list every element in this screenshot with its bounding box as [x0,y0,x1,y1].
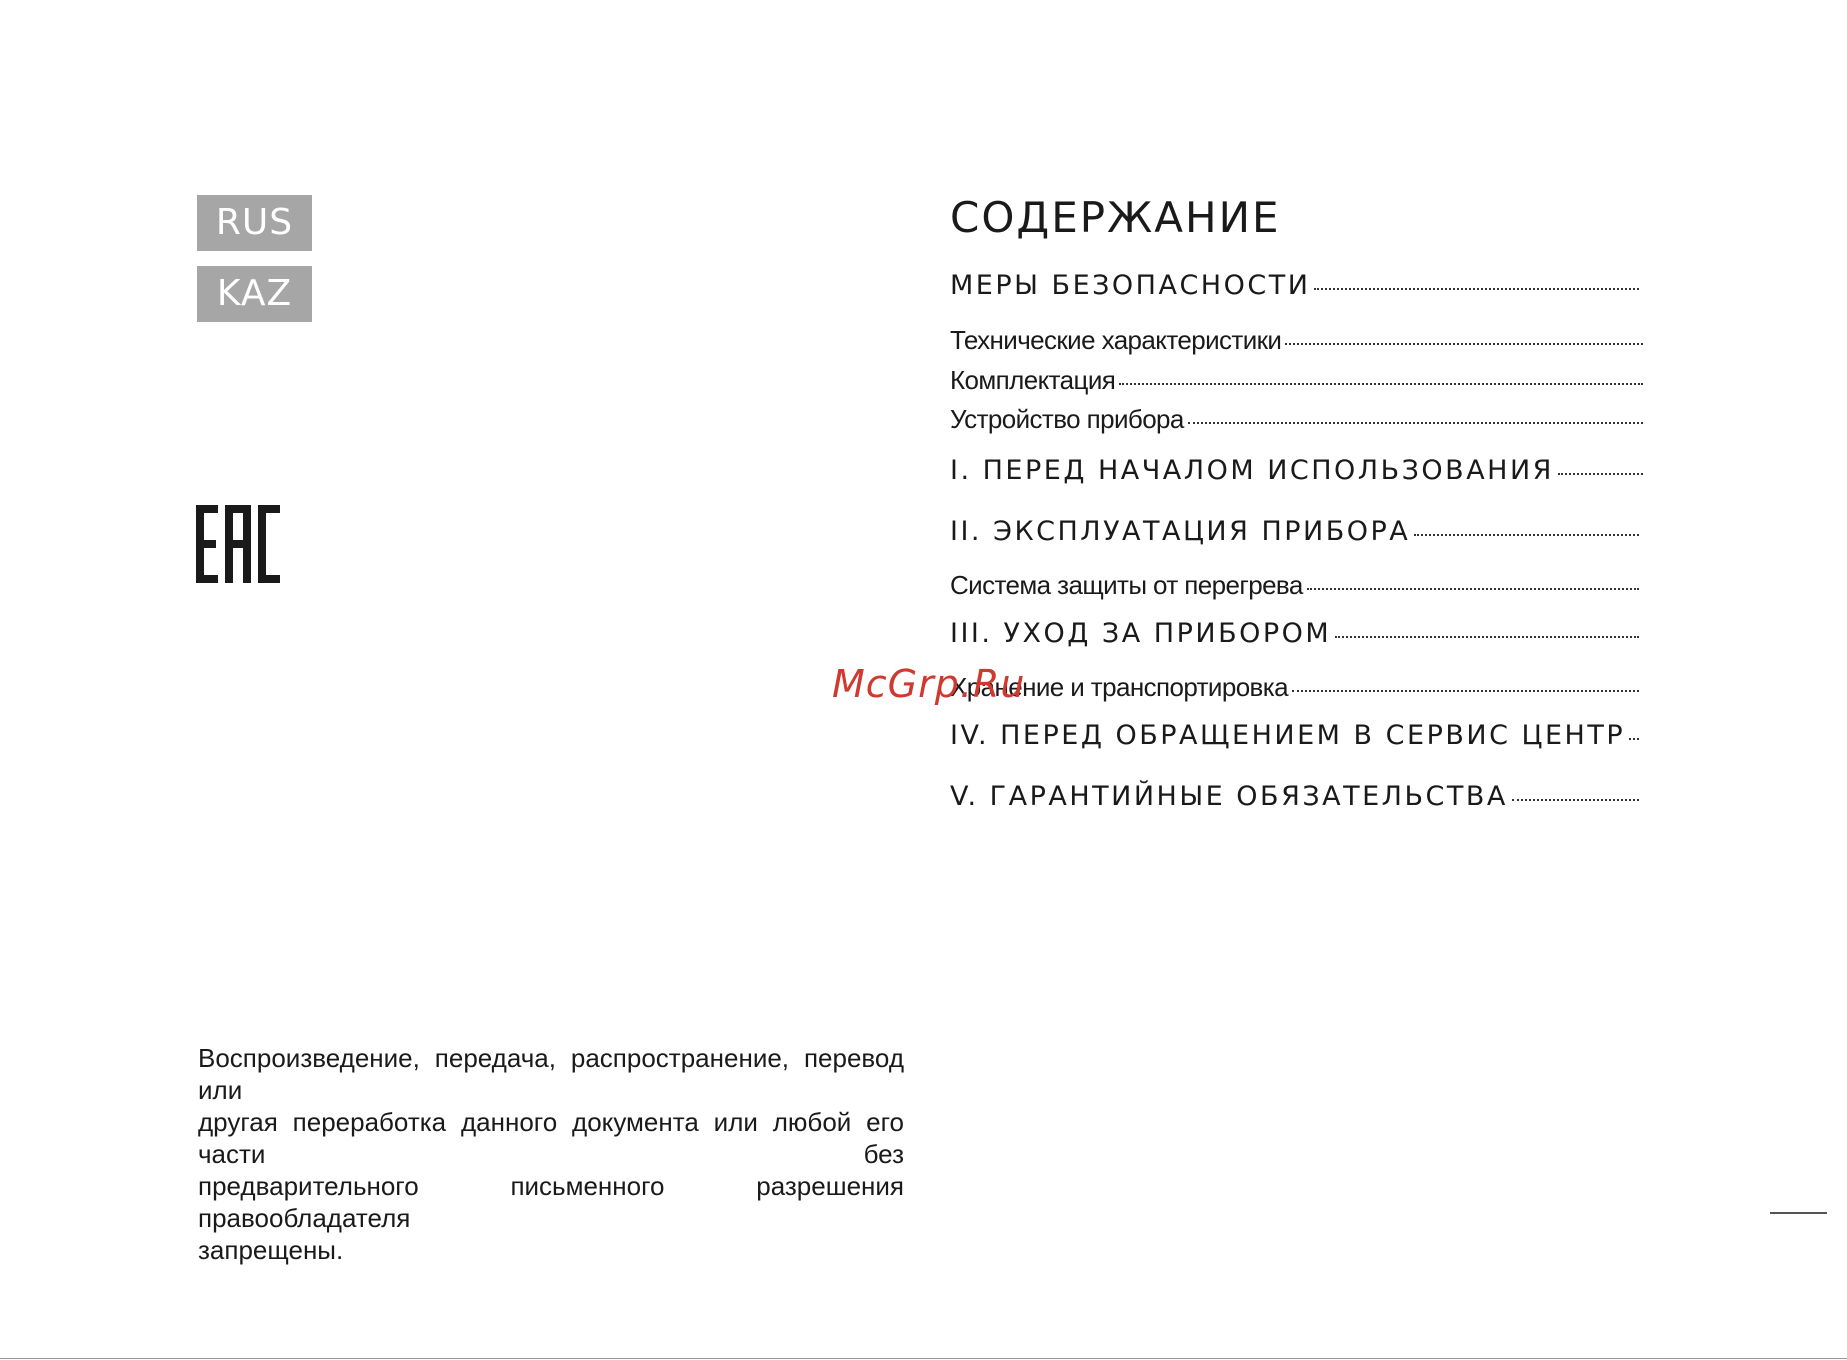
toc-entry-service[interactable] [950,720,1639,751]
toc-leader [1558,473,1643,475]
eac-certification-logo [196,505,280,583]
language-badge-rus: RUS [197,195,312,251]
bottom-divider [0,1358,1847,1359]
page-number-rule [1770,1212,1827,1214]
toc-entry-label: V. ГАРАНТИЙНЫЕ ОБЯЗАТЕЛЬСТВА [950,781,1508,812]
copyright-notice [198,1042,904,1266]
toc-leader [1629,738,1639,740]
toc-entry-label: I. ПЕРЕД НАЧАЛОМ ИСПОЛЬЗОВАНИЯ [950,455,1554,486]
toc-entry-safety[interactable] [950,270,1639,301]
toc-leader [1188,422,1643,424]
toc-entry-before-use[interactable] [950,455,1643,486]
toc-entry-package[interactable] [950,365,1643,396]
toc-entry-label: Комплектация [950,365,1116,395]
copyright-line: другая переработка данного документа или любой его части без [198,1107,904,1169]
toc-entry-overheat[interactable] [950,570,1639,601]
language-badge-kaz: KAZ [197,266,312,322]
toc-leader [1335,636,1639,638]
toc-entry-label: Технические характеристики [950,325,1282,355]
toc-leader [1314,288,1639,290]
toc-title: СОДЕРЖАНИЕ [950,193,1281,242]
toc-entry-operation[interactable] [950,516,1639,547]
toc-entry-specs[interactable] [950,325,1643,356]
toc-entry-label: II. ЭКСПЛУАТАЦИЯ ПРИБОРА [950,516,1411,547]
toc-entry-label: Хранение и транспортировка [950,672,1288,702]
copyright-line: Воспроизведение, передача, распространение, перевод или [198,1043,904,1105]
toc-entry-storage[interactable] [950,672,1639,703]
copyright-line: запрещены. [198,1235,344,1265]
toc-entry-label: IV. ПЕРЕД ОБРАЩЕНИЕМ В СЕРВИС ЦЕНТР [950,720,1626,751]
toc-leader [1119,383,1643,385]
toc-leader [1285,343,1643,345]
watermark: McGrp.Ru [832,662,1026,706]
toc-leader [1292,690,1639,692]
copyright-line: предварительного письменного разрешения правообладателя [198,1171,904,1233]
toc-entry-warranty[interactable] [950,781,1639,812]
toc-leader [1414,534,1639,536]
toc-entry-label: Система защиты от перегрева [950,570,1303,600]
toc-entry-label: МЕРЫ БЕЗОПАСНОСТИ [950,270,1311,301]
toc-leader [1512,799,1639,801]
toc-entry-label: Устройство прибора [950,404,1184,434]
toc-entry-label: III. УХОД ЗА ПРИБОРОМ [950,618,1332,649]
toc-entry-care[interactable] [950,618,1639,649]
toc-entry-device[interactable] [950,404,1643,435]
toc-leader [1307,588,1639,590]
